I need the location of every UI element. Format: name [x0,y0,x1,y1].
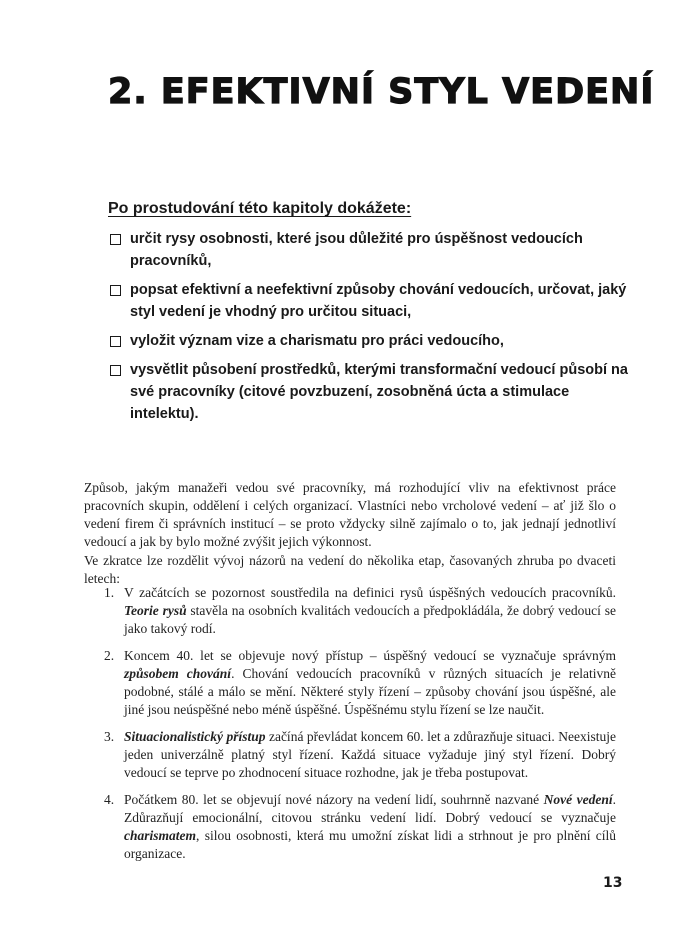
objective-item [108,330,628,352]
objectives-heading: Po prostudování této kapitoly dokážete: [108,200,412,217]
item-text: . Zdůrazňují emocionální, citovou stránku vedení lidí. Dobrý vedoucí se vyznačuje [124,792,616,825]
stage-item [104,647,616,719]
item-text: stavěla na osobních kvalitách vedoucích a předpokládála, že dobrý vedoucí se jako takový rodí. [124,603,616,636]
intro-paragraph: Způsob, jakým manažeři vedou své pracovníky, má rozhodující vliv na efektivnost práce pracovních skupin, oddělení i celých organizací. Vlastníci nebo vrcholové vedení – ať již šlo o vedení firem či správních institucí – se proto vždycky silně zajímalo o to, jak jednají jednotliví vedoucí a jak by bylo možné zvýšit jejich výkonnost. [84,479,616,549]
item-emphasis: Situacionalistický přístup [124,729,266,744]
item-text: , silou osobnosti, která mu umožní získat lidi a strhnout je pro plnění cílů organizace. [124,828,616,861]
item-text: začíná převládat koncem 60. let a zdůrazňuje situaci. Neexistuje jeden univerzálně platný styl řízení. Každá situace vyžaduje jiný styl řízení. Dobrý vedoucí se teprve po zhodnocení situace rozhodne, jak je třeba postupovat. [124,729,616,780]
checkbox-icon [110,285,121,296]
objective-text: vysvětlit působení prostředků, kterými transformační vedoucí působí na své pracovníky (citové povzbuzení, zosobněná úcta a stimulace intelektu). [130,362,628,422]
item-emphasis: charismatem [124,828,197,843]
item-emphasis: Nové vedení [543,792,613,807]
item-text: . Chování vedoucích pracovníků v různých situacích je relativně podobné, stálé a málo se mění. Některé styly řízení – způsoby chování jsou úspěšné, ale jiné jsou neúspěšné nebo méně úspěšné. Úspěšnému stylu řízení se lze naučit. [124,666,616,717]
objective-text: popsat efektivní a neefektivní způsoby chování vedoucích, určovat, jaký styl vedení je vhodný pro určitou situaci, [130,282,627,320]
checkbox-icon [110,365,121,376]
item-text: Koncem 40. let se objevuje nový přístup – úspěšný vedoucí se vyznačuje správným [124,648,616,663]
item-number: 4. [104,792,115,807]
checkbox-icon [110,336,121,347]
item-number: 1. [104,585,115,600]
checkbox-icon [110,234,121,245]
objective-item [108,228,628,272]
objective-text: určit rysy osobnosti, které jsou důležité pro úspěšnost vedoucích pracovníků, [130,231,583,269]
item-number: 3. [104,729,115,744]
chapter-title: 2. EFEKTIVNÍ STYL VEDENÍ [108,72,655,112]
item-emphasis: způsobem chování [124,666,232,681]
item-text: V začátcích se pozornost soustředila na definici rysů úspěšných vedoucích pracovníků. [124,585,616,600]
objective-item [108,279,628,323]
stage-item [104,584,616,638]
stage-item [104,791,616,863]
page-number: 13 [603,875,623,891]
stages-list [104,584,616,872]
item-emphasis: Teorie rysů [124,603,187,618]
objective-item [108,359,628,425]
item-number: 2. [104,648,115,663]
objective-text: vyložit význam vize a charismatu pro práci vedoucího, [130,333,504,349]
stages-paragraph: Ve zkratce lze rozdělit vývoj názorů na vedení do několika etap, časovaných zhruba po dvaceti letech: [84,552,616,586]
stage-item [104,728,616,782]
item-text: Počátkem 80. let se objevují nové názory na vedení lidí, souhrnně nazvané [124,792,544,807]
learning-objectives [108,200,628,432]
objectives-list [108,228,628,425]
